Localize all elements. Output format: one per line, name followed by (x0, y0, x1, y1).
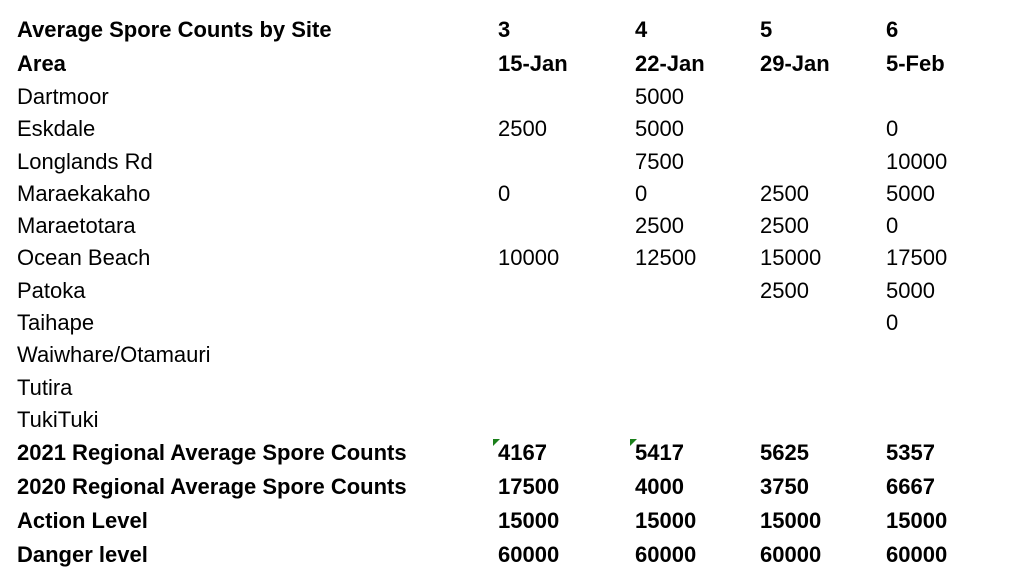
date-header-cell: 5-Feb (886, 51, 945, 76)
value-cell: 5000 (886, 277, 935, 303)
value-cell: 17500 (498, 474, 560, 500)
table-row (0, 307, 1024, 339)
value-cell: 15000 (760, 245, 822, 271)
value-cell: 15000 (760, 508, 822, 534)
summary-label-cell: Danger level (17, 542, 148, 568)
date-header-cell: 22-Jan (635, 51, 705, 76)
header-row-week (0, 13, 1024, 47)
value-cell: 60000 (635, 542, 697, 568)
value-cell: 2500 (760, 213, 809, 239)
date-header-cell: 15-Jan (498, 51, 568, 76)
area-column-header: Area (17, 51, 66, 76)
value-cell: 2500 (760, 180, 809, 206)
area-name-cell: Dartmoor (17, 84, 109, 109)
site-rows (0, 81, 1024, 436)
value-cell: 3750 (760, 474, 809, 500)
value-cell: 7500 (635, 148, 684, 174)
summary-row (0, 538, 1024, 572)
value-cell: 60000 (498, 542, 560, 568)
date-header-cell: 29-Jan (760, 51, 830, 76)
table-row (0, 242, 1024, 274)
week-number-cell: 6 (886, 17, 899, 42)
value-cell: 5625 (760, 440, 809, 466)
value-cell: 5000 (635, 116, 684, 142)
table-row (0, 178, 1024, 210)
value-cell: 4167 (498, 440, 547, 466)
value-cell: 12500 (635, 245, 697, 271)
value-cell: 5000 (886, 180, 935, 206)
cell-comment-marker[interactable] (493, 439, 500, 446)
summary-row (0, 504, 1024, 538)
table-row (0, 210, 1024, 242)
value-cell: 2500 (760, 277, 809, 303)
summary-rows (0, 436, 1024, 572)
spore-count-table (0, 13, 1024, 572)
value-cell: 15000 (498, 508, 560, 534)
value-cell: 17500 (886, 245, 948, 271)
value-cell: 10000 (498, 245, 560, 271)
value-cell: 0 (886, 310, 899, 336)
area-name-cell: Tutira (17, 374, 73, 400)
summary-row (0, 436, 1024, 470)
value-cell: 10000 (886, 148, 948, 174)
area-name-cell: TukiTuki (17, 406, 99, 432)
value-cell: 0 (635, 180, 648, 206)
week-number-cell: 3 (498, 17, 511, 42)
value-cell: 4000 (635, 474, 684, 500)
value-cell: 0 (886, 213, 899, 239)
area-name-cell: Waiwhare/Otamauri (17, 342, 211, 368)
value-cell: 5357 (886, 440, 935, 466)
value-cell: 0 (498, 180, 511, 206)
value-cell: 60000 (760, 542, 822, 568)
table-title: Average Spore Counts by Site (17, 17, 332, 42)
area-name-cell: Patoka (17, 277, 86, 303)
value-cell: 5000 (635, 84, 684, 109)
table-row (0, 275, 1024, 307)
area-name-cell: Ocean Beach (17, 245, 151, 271)
cell-comment-marker[interactable] (630, 439, 637, 446)
table-row (0, 146, 1024, 178)
value-cell: 6667 (886, 474, 935, 500)
area-name-cell: Maraekakaho (17, 180, 151, 206)
table-row (0, 339, 1024, 371)
table-row (0, 372, 1024, 404)
summary-label-cell: Action Level (17, 508, 148, 534)
table-row (0, 404, 1024, 436)
value-cell: 15000 (635, 508, 697, 534)
table-row (0, 81, 1024, 113)
table-row (0, 113, 1024, 145)
value-cell: 2500 (635, 213, 684, 239)
header-row-date (0, 47, 1024, 81)
area-name-cell: Eskdale (17, 116, 96, 142)
summary-row (0, 470, 1024, 504)
value-cell: 5417 (635, 440, 684, 466)
week-number-cell: 5 (760, 17, 773, 42)
area-name-cell: Longlands Rd (17, 148, 153, 174)
value-cell: 2500 (498, 116, 547, 142)
summary-label-cell: 2021 Regional Average Spore Counts (17, 440, 407, 466)
area-name-cell: Taihape (17, 310, 95, 336)
week-number-cell: 4 (635, 17, 648, 42)
summary-label-cell: 2020 Regional Average Spore Counts (17, 474, 407, 500)
value-cell: 60000 (886, 542, 948, 568)
value-cell: 0 (886, 116, 899, 142)
area-name-cell: Maraetotara (17, 213, 136, 239)
value-cell: 15000 (886, 508, 948, 534)
